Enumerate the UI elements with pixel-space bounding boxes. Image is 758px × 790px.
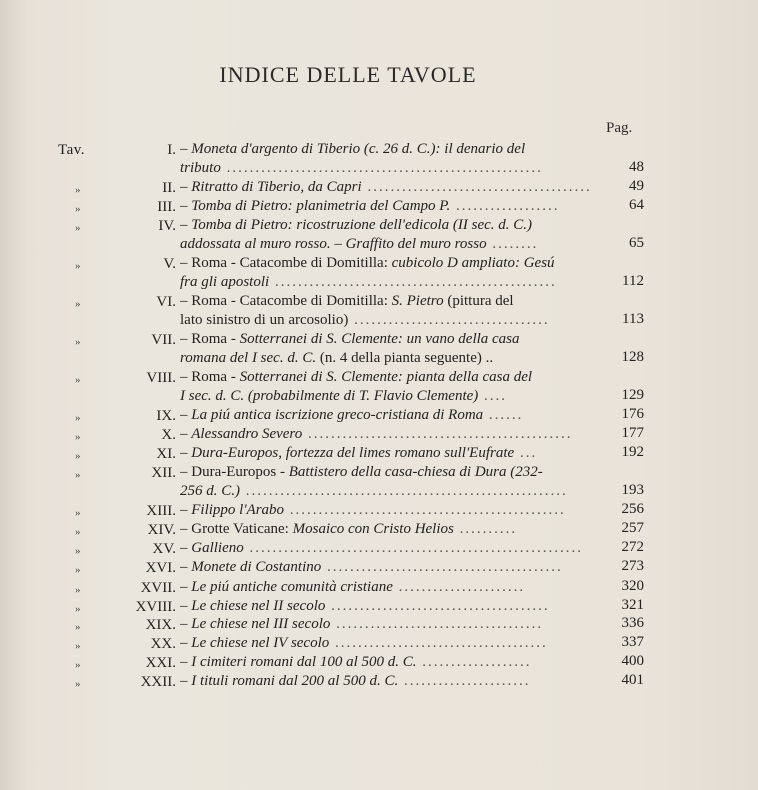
page-number: 176 — [621, 406, 644, 422]
ditto-mark: » — [75, 222, 81, 234]
ditto-mark: » — [75, 640, 81, 652]
plate-number: XIX. — [145, 617, 176, 633]
page-number: 401 — [621, 672, 644, 688]
plate-number: XVIII. — [135, 599, 176, 615]
page-number: 128 — [621, 349, 644, 365]
plate-number: XX. — [150, 636, 176, 652]
plate-caption-line: – Ritratto di Tiberio, da Capri ....................................... — [180, 179, 592, 195]
page-number: 337 — [621, 634, 644, 650]
page-number: 177 — [621, 425, 644, 441]
plate-caption-line: romana del I sec. d. C. (n. 4 della pianta seguente) .. — [180, 350, 494, 366]
plate-number: XII. — [151, 465, 176, 481]
plate-caption-line: – Le chiese nel IV secolo ..................................... — [180, 635, 548, 651]
plate-number: I. — [167, 142, 176, 158]
page-number: 256 — [621, 501, 644, 517]
plate-number: XVI. — [145, 560, 176, 576]
plate-caption-line: – Le chiese nel II secolo ...................................... — [180, 598, 550, 614]
page-number: 193 — [621, 482, 644, 498]
plate-caption-line: – I tituli romani dal 200 al 500 d. C. ...................... — [180, 673, 531, 689]
page-number: 257 — [621, 520, 644, 536]
plate-caption-line: – Le piú antiche comunità cristiane ...................... — [180, 579, 526, 595]
ditto-mark: » — [75, 336, 81, 348]
plate-number: XXI. — [145, 655, 176, 671]
ditto-mark: » — [75, 603, 81, 615]
page-number: 321 — [621, 597, 644, 613]
tav-label: Tav. — [58, 142, 86, 158]
plate-caption-line: – Le chiese nel III secolo .................................... — [180, 616, 544, 632]
plate-caption-line: – Dura-Europos - Battistero della casa-chiesa di Dura (232- — [180, 464, 543, 480]
plate-number: V. — [163, 256, 176, 272]
ditto-mark: » — [75, 412, 81, 424]
plate-caption-line: – Roma - Sotterranei di S. Clemente: pianta della casa del — [180, 369, 533, 385]
plate-caption-line: – Alessandro Severo .............................................. — [180, 426, 573, 442]
plate-number: VIII. — [146, 370, 176, 386]
plate-number: XXII. — [140, 674, 176, 690]
page-number: 113 — [622, 311, 644, 327]
ditto-mark: » — [75, 621, 81, 633]
ditto-mark: » — [75, 298, 81, 310]
plate-caption-line: – Tomba di Pietro: ricostruzione dell'edicola (II sec. d. C.) — [180, 217, 533, 233]
page-number: 272 — [621, 539, 644, 555]
page-number: 48 — [629, 159, 644, 175]
ditto-mark: » — [75, 564, 81, 576]
page-number: 336 — [621, 615, 644, 631]
plate-number: XI. — [156, 446, 176, 462]
plate-caption-line: – Tomba di Pietro: planimetria del Campo P. .................. — [180, 198, 560, 214]
plate-number: VII. — [151, 332, 176, 348]
plate-number: X. — [161, 427, 176, 443]
ditto-mark: » — [75, 431, 81, 443]
plate-caption-line: – Roma - Sotterranei di S. Clemente: un vano della casa — [180, 331, 520, 347]
ditto-mark: » — [75, 203, 81, 215]
ditto-mark: » — [75, 450, 81, 462]
plate-caption-line: I sec. d. C. (probabilmente di T. Flavio Clemente) .... — [180, 388, 508, 404]
plate-caption-line: – Dura-Europos, fortezza del limes romano sull'Eufrate ... — [180, 445, 538, 461]
plate-number: III. — [157, 199, 176, 215]
ditto-mark: » — [75, 678, 81, 690]
plate-number: XV. — [152, 541, 176, 557]
ditto-mark: » — [75, 526, 81, 538]
page-column-header: Pag. — [606, 120, 633, 136]
ditto-mark: » — [75, 469, 81, 481]
ditto-mark: » — [75, 659, 81, 671]
plate-number: IX. — [156, 408, 176, 424]
page-number: 320 — [621, 578, 644, 594]
page-number: 49 — [629, 178, 644, 194]
plate-number: II. — [162, 180, 176, 196]
page-number: 192 — [621, 444, 644, 460]
plate-caption-line: fra gli apostoli ................................................. — [180, 274, 557, 290]
plate-caption-line: – Grotte Vaticane: Mosaico con Cristo Helios .......... — [180, 521, 518, 537]
plate-caption-line: – I cimiteri romani dal 100 al 500 d. C. ................... — [180, 654, 532, 670]
plate-caption-line: addossata al muro rosso. – Graffito del muro rosso ........ — [180, 236, 539, 252]
ditto-mark: » — [75, 184, 81, 196]
ditto-mark: » — [75, 507, 81, 519]
page-number: 400 — [621, 653, 644, 669]
plate-caption-line: – Roma - Catacombe di Domitilla: cubicolo D ampliato: Gesú — [180, 255, 555, 271]
page-title: INDICE DELLE TAVOLE — [219, 62, 477, 87]
plate-caption-line: – Filippo l'Arabo ................................................ — [180, 502, 566, 518]
plate-caption-line: – Gallieno .......................................................... — [180, 540, 583, 556]
page-number: 129 — [621, 387, 644, 403]
page-number: 273 — [621, 558, 644, 574]
plate-caption-line: – Roma - Catacombe di Domitilla: S. Pietro (pittura del — [180, 293, 514, 309]
ditto-mark: » — [75, 260, 81, 272]
plate-caption-line: – Moneta d'argento di Tiberio (c. 26 d. C.): il denario del — [180, 141, 526, 157]
plate-number: VI. — [156, 294, 176, 310]
ditto-mark: » — [75, 545, 81, 557]
page-number: 64 — [629, 197, 644, 213]
plate-number: XIII. — [146, 503, 176, 519]
plate-caption-line: – La piú antica iscrizione greco-cristiana di Roma ...... — [180, 407, 524, 423]
plate-number: XVII. — [140, 580, 176, 596]
page-number: 65 — [629, 235, 644, 251]
plate-caption-line: 256 d. C.) ........................................................ — [180, 483, 568, 499]
plate-number: XIV. — [147, 522, 176, 538]
page-number: 112 — [622, 273, 644, 289]
ditto-mark: » — [75, 584, 81, 596]
ditto-mark: » — [75, 374, 81, 386]
plate-number: IV. — [158, 218, 176, 234]
plate-caption-line: – Monete di Costantino ......................................... — [180, 559, 563, 575]
plate-caption-line: tributo ....................................................... — [180, 160, 543, 176]
plate-caption-line: lato sinistro di un arcosolio) .................................. — [180, 312, 550, 328]
